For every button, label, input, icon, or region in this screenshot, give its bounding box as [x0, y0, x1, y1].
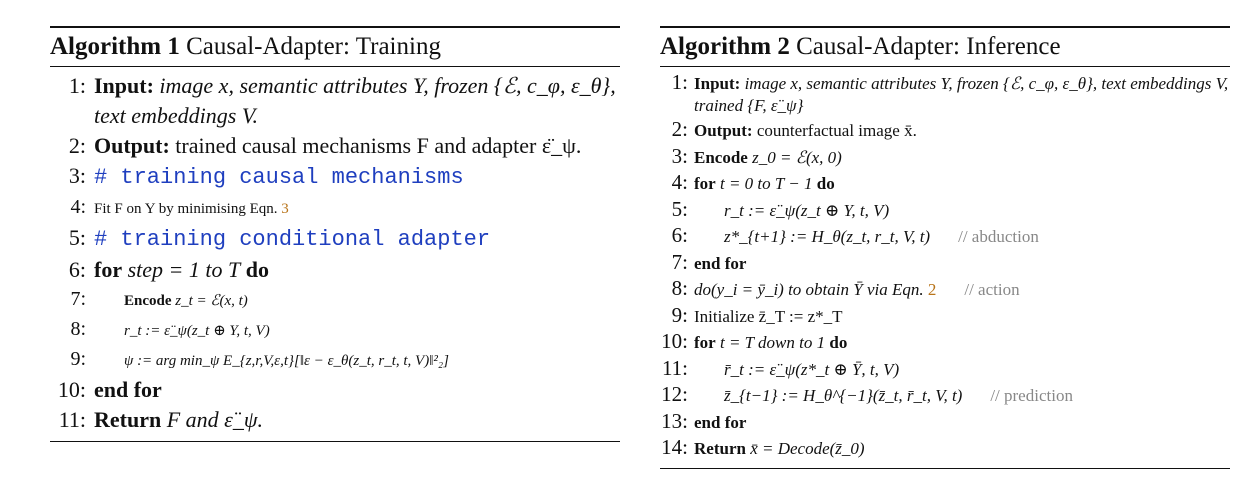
line-7: 7: Encode z_t = ℰ(x, t) — [70, 288, 248, 310]
algorithm-1-lines — [50, 67, 620, 441]
line-6: 6: z*_{t+1} := H_θ(z_t, r_t, V, t) // abduction — [671, 223, 1039, 247]
algorithm-1-block — [50, 26, 620, 442]
line-8: 8: do(y_i = ȳ_i) to obtain Ȳ via Eqn. 2 // action — [671, 276, 1020, 300]
line-14: 14: Return x̄ = Decode(z̄_0) — [661, 435, 865, 459]
line-1: 1: Input: image x, semantic attributes Y, frozen {ℰ, c_φ, ε_θ}, text embeddings V, trained {F, ε̈_ψ} — [671, 70, 1229, 115]
line-4: 4: Fit F on Y by minimising Eqn. 3 — [70, 196, 289, 218]
bottom-rule — [50, 441, 620, 442]
line-5: 5: r_t := ε̈_ψ(z_t ⊕ Y, t, V) — [671, 196, 890, 221]
algorithm-2-block — [660, 26, 1230, 469]
line-3: 3: Encode z_0 = ℰ(x, 0) — [671, 143, 842, 168]
line-2: 2: Output: trained causal mechanisms F and adapter ε̈_ψ. — [68, 133, 582, 158]
bottom-rule — [660, 468, 1230, 469]
algorithm-number: Algorithm 2 — [660, 33, 790, 60]
algorithm-name: Causal-Adapter: Inference — [796, 33, 1061, 60]
line-9: 9: ψ := arg min_ψ E_{z,r,V,ε,t}[‖ε − ε_θ(z_t, r_t, t, V)‖²₂] — [70, 348, 449, 370]
line-9: 9: Initialize z̄_T := z*_T — [671, 302, 843, 327]
line-8: 8: r_t := ε̈_ψ(z_t ⊕ Y, t, V) — [70, 318, 270, 340]
algorithm-1-title — [50, 28, 620, 66]
line-2: 2: Output: counterfactual image x̄. — [671, 117, 917, 141]
line-4: 4: for t = 0 to T − 1 do — [671, 170, 835, 194]
line-11: 11: Return F and ε̈_ψ. — [58, 407, 263, 432]
line-1: 1: Input: image x, semantic attributes Y, frozen {ℰ, c_φ, ε_θ}, text embeddings V. — [68, 73, 616, 128]
line-12: 12: z̄_{t−1} := H_θ^{−1}(z̄_t, r̄_t, V, t) // prediction — [661, 382, 1073, 406]
algorithm-number: Algorithm 1 — [50, 33, 180, 60]
line-10: 10: for t = T down to 1 do — [661, 329, 848, 353]
line-3: 3: # training causal mechanisms — [68, 163, 464, 190]
algorithm-name: Causal-Adapter: Training — [186, 33, 441, 60]
line-10: 10: end for — [57, 377, 162, 402]
algorithm-2-lines — [660, 67, 1230, 468]
line-7: 7: end for — [671, 249, 747, 274]
algorithm-2-title — [660, 28, 1230, 66]
line-5: 5: # training conditional adapter — [68, 225, 491, 252]
line-6: 6: for step = 1 to T do — [68, 257, 269, 282]
line-13: 13: end for — [661, 408, 747, 433]
line-11: 11: r̄_t := ε̈_ψ(z*_t ⊕ Ȳ, t, V) — [661, 355, 900, 380]
